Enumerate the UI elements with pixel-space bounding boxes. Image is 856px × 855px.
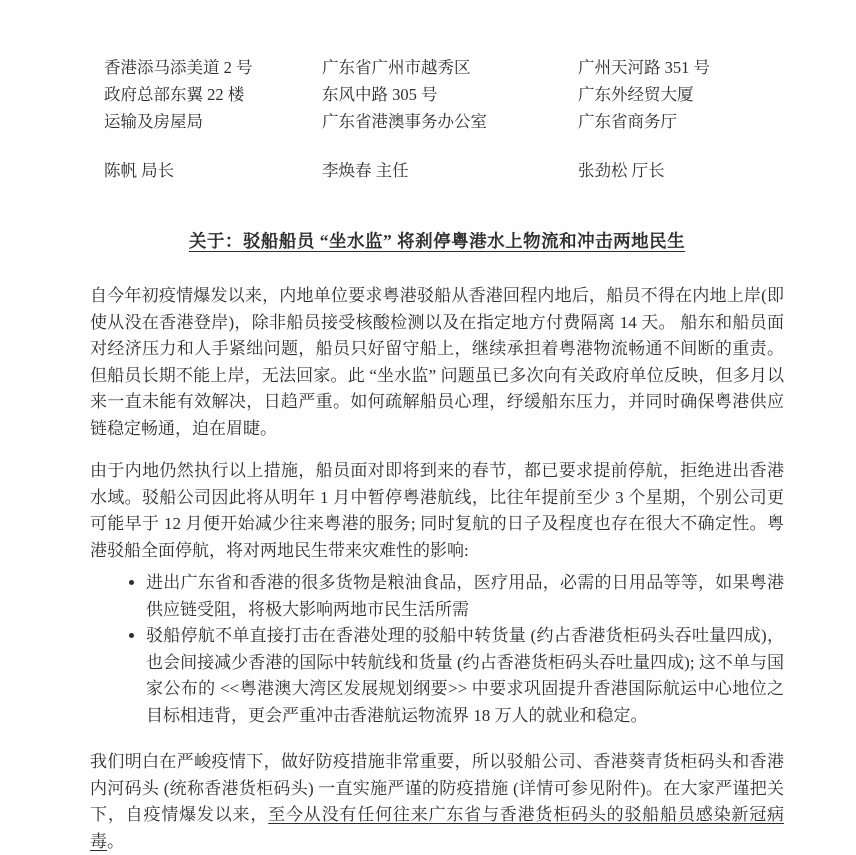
paragraph-service-suspension: 由于内地仍然执行以上措施，船员面对即将到来的春节，都已要求提前停航，拒绝进出香港水域。驳船公司因此将从明年 1 月中暂停粤港航线，比往年提前至少 3 个星期，个别公司更可能早于 12 月便开始减少往来粤港的服务; 同时复航的日子及程度也存在很大不确定性。粤港驳船全面停航，将对两地民生带来灾难性的影响: — [90, 461, 784, 560]
closing-text-after: 。 — [107, 831, 124, 851]
bullet-item-transshipment: • 驳船停航不单直接打击在香港处理的驳船中转货量 (约占香港货柜码头吞吐量四成)，也会间接减少香港的国际中转航线和货量 (约占香港货柜码头吞吐量四成); 这不单与国家公布的 <<粤港澳大湾区发展规划纲要>> 中要求巩固提升香港国际航运中心地位之目标相违背，更会严重冲击香港航运物流界 18 万人的就业和稳定。 — [146, 623, 784, 729]
address-line: 东风中路 305 号 — [322, 85, 438, 104]
impact-bullet-list — [90, 570, 784, 729]
address-line: 广东省广州市越秀区 — [322, 58, 471, 77]
address-line: 广东省港澳事务办公室 — [322, 112, 487, 131]
letter-content — [90, 0, 784, 855]
signatory-name: 李焕春 主任 — [322, 161, 409, 180]
signatory-name: 张劲松 厅长 — [578, 161, 665, 180]
closing-paragraph — [90, 749, 784, 855]
letterhead — [90, 54, 784, 184]
letterhead-column-hk-transport-bureau — [90, 54, 322, 184]
letterhead-column-gd-hk-macao-affairs-office — [322, 54, 578, 184]
address-line: 广东外经贸大厦 — [578, 85, 694, 104]
address-line: 运输及房屋局 — [104, 112, 203, 131]
address-line: 广州天河路 351 号 — [578, 58, 710, 77]
letterhead-column-gd-commerce-department — [578, 54, 784, 184]
paragraph-epidemic-background: 自今年初疫情爆发以来，内地单位要求粤港驳船从香港回程内地后，船员不得在内地上岸(即使从没在香港登岸)，除非船员接受核酸检测以及在指定地方付费隔离 14 天。 船东和船员面对经济压力和人手紧绌问题，船员只好留守船上，继续承担着粤港物流畅通不间断的重责。但船员长期不能上岸，无法回家。此 “坐水监” 问题虽已多次向有关政府单位反映，但多月以来一直未能有效解决，日趋严重。如何疏解船员心理，纾缓船东压力，并同时确保粤港供应链稳定畅通，迫在眉睫。 — [90, 286, 784, 438]
address-line: 广东省商务厅 — [578, 112, 677, 131]
address-line: 香港添马添美道 2 号 — [104, 58, 253, 77]
address-line: 政府总部东翼 22 楼 — [104, 85, 245, 104]
signatory-name: 陈帆 局长 — [104, 161, 175, 180]
bullet-item-supply-chain: • 进出广东省和香港的很多货物是粮油食品，医疗用品，必需的日用品等等，如果粤港供应链受阻，将极大影响两地市民生活所需 — [146, 570, 784, 623]
closing-text-before: 我们明白在严峻疫情下，做好防疫措施非常重要，所以驳船公司、香港葵青货柜码头和香港内河码头 (统称香港货柜码头) 一直实施严谨的防疫措施 (详情可参见附件)。在大家严谨把关下，自疫情爆发以来， — [90, 752, 784, 824]
underlined-emphasis: 至今从没有任何往来广东省与香港货柜码头的驳船船员感染新冠病毒 — [90, 805, 785, 851]
letter-title: 关于：驳船船员 “坐水监” 将刹停粤港水上物流和冲击两地民生 — [188, 231, 686, 251]
